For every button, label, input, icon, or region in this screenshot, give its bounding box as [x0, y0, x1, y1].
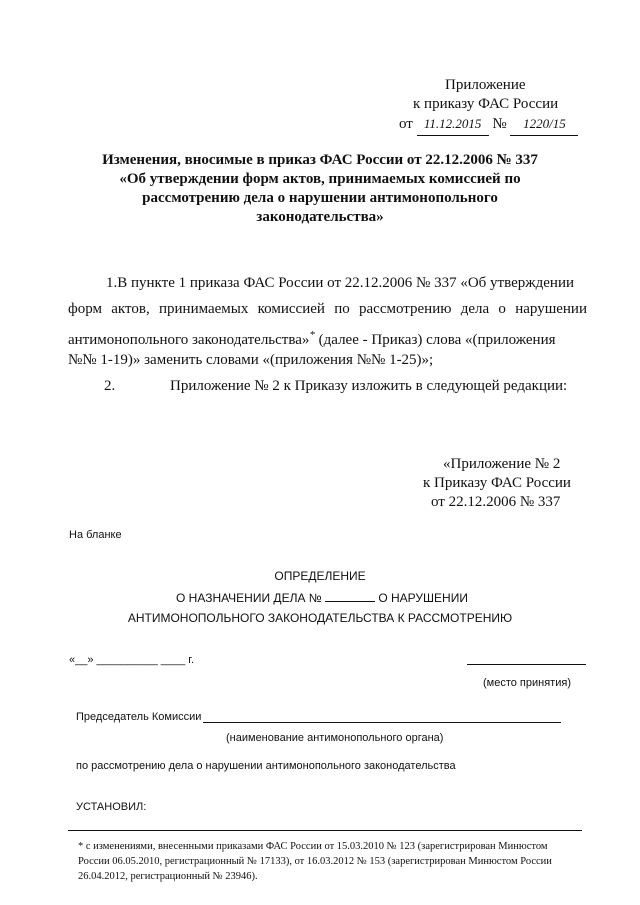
footnote-line-1: * с изменениями, внесенными приказами ФАС России от 15.03.2010 № 123 (зарегистрирован Минюстом	[78, 841, 548, 852]
chairman-label: Председатель Комиссии	[76, 711, 202, 723]
chairman-blank-line	[203, 722, 561, 723]
paragraph-2-text: Приложение № 2 к Приказу изложить в следующей редакции:	[170, 378, 568, 394]
appendix-2-line-1: «Приложение № 2	[443, 456, 561, 472]
form-subtitle-line-2: АНТИМОНОПОЛЬНОГО ЗАКОНОДАТЕЛЬСТВА К РАССМОТРЕНИЮ	[127, 611, 513, 625]
form-subtitle-a: О НАЗНАЧЕНИИ ДЕЛА №	[176, 591, 322, 605]
organ-label: (наименование антимонопольного органа)	[226, 732, 444, 744]
form-title: ОПРЕДЕЛЕНИЕ	[274, 569, 366, 583]
form-subtitle-b: О НАРУШЕНИИ	[378, 591, 468, 605]
title-line-2: «Об утверждении форм актов, принимаемых комиссией по	[119, 171, 521, 187]
place-blank-line	[467, 664, 586, 665]
footnote-asterisk: *	[309, 329, 315, 341]
header-number-prefix: №	[492, 116, 507, 132]
paragraph-2-number: 2.	[104, 378, 116, 394]
form-date-line: «__» __________ ____ г.	[69, 654, 195, 666]
blank-label: На бланке	[69, 529, 122, 541]
form-subtitle-row	[176, 591, 468, 605]
header-order-label: к приказу ФАС России	[413, 96, 559, 112]
title-line-3: рассмотрению дела о нарушении антимонопольного	[142, 190, 498, 206]
paragraph-1-line-2: форм актов, принимаемых комиссией по рассмотрению дела о нарушении	[68, 301, 587, 317]
paragraph-1-line-3b: (далее - Приказ) слова «(приложения	[314, 332, 556, 348]
established-label: УСТАНОВИЛ:	[76, 801, 147, 813]
place-label: (место принятия)	[483, 677, 571, 689]
case-number-blank	[325, 591, 375, 602]
document-title	[0, 151, 640, 227]
footnote-line-2: России 06.05.2010, регистрационный № 17133), от 16.03.2012 № 153 (зарегистрирован Минюстом России	[78, 856, 552, 867]
header-date-prefix: от	[399, 116, 413, 132]
footnote-separator	[68, 830, 582, 831]
header-date-value: 11.12.2015	[417, 112, 489, 136]
appendix-2-header	[423, 455, 571, 512]
header-date-row	[399, 112, 578, 136]
paragraph-1-line-4: №№ 1-19)» заменить словами «(приложения №№ 1-25)»;	[68, 352, 434, 368]
header-number-value: 1220/15	[510, 112, 578, 136]
appendix-2-line-2: к Приказу ФАС России	[423, 475, 571, 491]
footnote-text	[78, 839, 552, 884]
appendix-2-line-3: от 22.12.2006 № 337	[431, 494, 561, 510]
title-line-1: Изменения, вносимые в приказ ФАС России от 22.12.2006 № 337	[102, 152, 538, 168]
paragraph-1-line-3	[68, 324, 556, 352]
title-line-4: законодательства»	[256, 209, 384, 225]
paragraph-1-line-3a: антимонопольного законодательства»	[68, 332, 310, 348]
consideration-text: по рассмотрению дела о нарушении антимонопольного законодательства	[76, 760, 456, 772]
paragraph-1-line-1: 1.В пункте 1 приказа ФАС России от 22.12.2006 № 337 «Об утверждении	[106, 275, 575, 291]
header-appendix-label: Приложение	[445, 77, 526, 93]
footnote-line-3: 26.04.2012, регистрационный № 23946).	[78, 871, 258, 882]
